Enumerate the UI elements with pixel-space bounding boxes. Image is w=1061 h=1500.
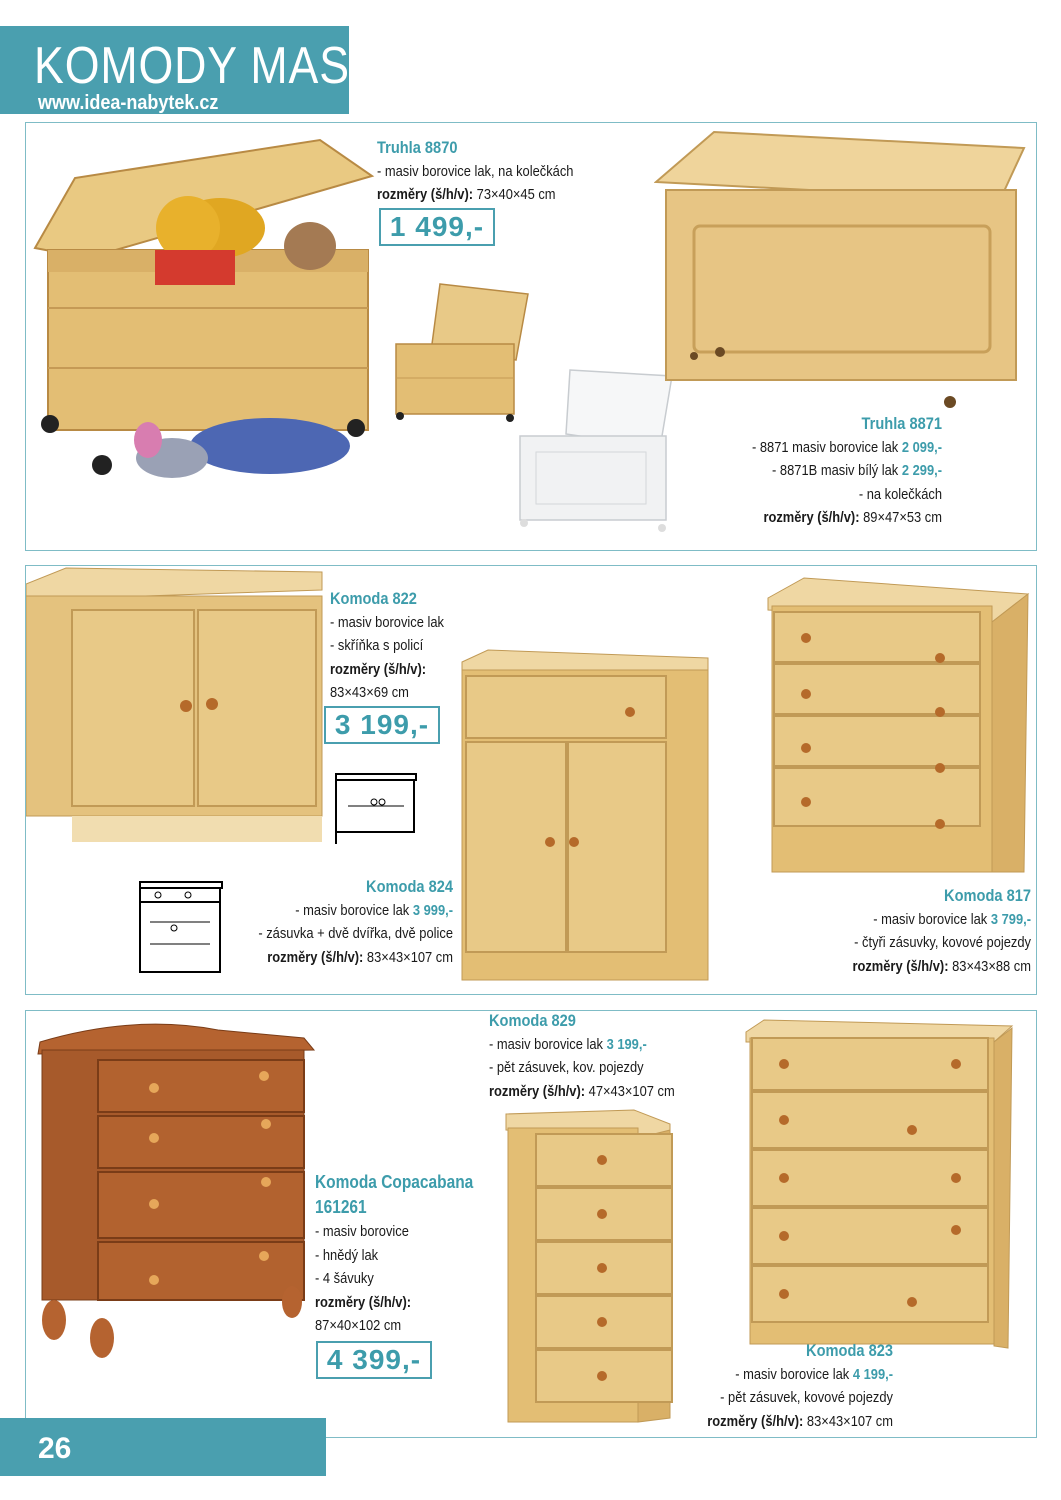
komoda-817-image [766, 576, 1030, 880]
truhla-8870-image [30, 138, 380, 478]
footer-bar [0, 1418, 326, 1476]
komoda-824-dims: rozměry (š/h/v): 83×43×107 cm [267, 948, 453, 966]
truhla-8871-line2: - 8871B masiv bílý lak 2 299,- [772, 462, 942, 479]
komoda-824-line2: - zásuvka + dvě dvířka, dvě police [258, 925, 453, 942]
truhla-8870-desc: - masiv borovice lak, na kolečkách [377, 162, 574, 180]
truhla-8871-line1: - 8871 masiv borovice lak 2 099,- [751, 438, 942, 456]
komoda-823-dims: rozměry (š/h/v): 83×43×107 cm [707, 1412, 893, 1430]
komoda-822-dims: 83×43×69 cm [330, 684, 409, 701]
komoda-823-line1: - masiv borovice lak 4 199,- [735, 1365, 893, 1383]
copacabana-name: Komoda Copacabana [315, 1172, 474, 1192]
komoda-822-line1: - masiv borovice lak [330, 613, 444, 631]
truhla-8870-small-image [392, 282, 530, 424]
copacabana-dims-label: rozměry (š/h/v): [315, 1293, 412, 1311]
copacabana-price: 4 399,- [316, 1341, 432, 1379]
komoda-copacabana-image [34, 1020, 318, 1360]
page-title: KOMODY MASIV [34, 37, 394, 95]
komoda-829-line2: - pět zásuvek, kov. pojezdy [489, 1059, 644, 1076]
komoda-824-name: Komoda 824 [366, 877, 453, 896]
komoda-822-image [26, 566, 326, 846]
truhla-8871-image [654, 130, 1030, 410]
komoda-829-dims: rozměry (š/h/v): 47×43×107 cm [489, 1082, 675, 1100]
copacabana-line3: - 4 šávuky [315, 1270, 374, 1287]
copacabana-line1: - masiv borovice [315, 1223, 409, 1240]
komoda-822-line2: - skříňka s policí [330, 637, 424, 654]
komoda-817-dims: rozměry (š/h/v): 83×43×88 cm [852, 957, 1031, 975]
truhla-8871-line3: - na kolečkách [858, 485, 942, 503]
komoda-829-line1: - masiv borovice lak 3 199,- [489, 1035, 647, 1053]
truhla-8871b-white-image [516, 368, 676, 536]
komoda-817-line1: - masiv borovice lak 3 799,- [873, 910, 1031, 928]
komoda-822-name: Komoda 822 [330, 589, 417, 608]
truhla-8870-price: 1 499,- [379, 208, 495, 246]
copacabana-line2: - hnědý lak [315, 1246, 379, 1264]
truhla-8870-dims [377, 183, 573, 207]
dims-value: 73×40×45 cm [476, 186, 556, 203]
website-url[interactable]: www.idea-nabytek.cz [38, 92, 219, 114]
copacabana-dims: 87×40×102 cm [315, 1317, 402, 1334]
komoda-822-dims-label: rozměry (š/h/v): [330, 660, 427, 678]
komoda-817-line2: - čtyři zásuvky, kovové pojezdy [854, 934, 1031, 951]
copacabana-code: 161261 [315, 1197, 367, 1217]
komoda-822-price: 3 199,- [324, 706, 440, 744]
komoda-823-line2: - pět zásuvek, kovové pojezdy [720, 1389, 893, 1406]
page-number: 26 [38, 1432, 72, 1465]
komoda-822-diagram [330, 770, 418, 846]
dims-label: rozměry (š/h/v): [377, 186, 474, 203]
komoda-817-name: Komoda 817 [944, 886, 1031, 905]
komoda-823-name: Komoda 823 [806, 1341, 893, 1360]
komoda-829-name: Komoda 829 [489, 1011, 576, 1030]
komoda-823-image [744, 1018, 1016, 1352]
truhla-8871-dims: rozměry (š/h/v): 89×47×53 cm [763, 509, 942, 526]
komoda-824-line1: - masiv borovice lak 3 999,- [295, 901, 453, 919]
header-banner [0, 26, 394, 114]
komoda-824-image [458, 648, 710, 984]
truhla-8870-name: Truhla 8870 [377, 138, 458, 157]
truhla-8871-name: Truhla 8871 [861, 414, 942, 433]
